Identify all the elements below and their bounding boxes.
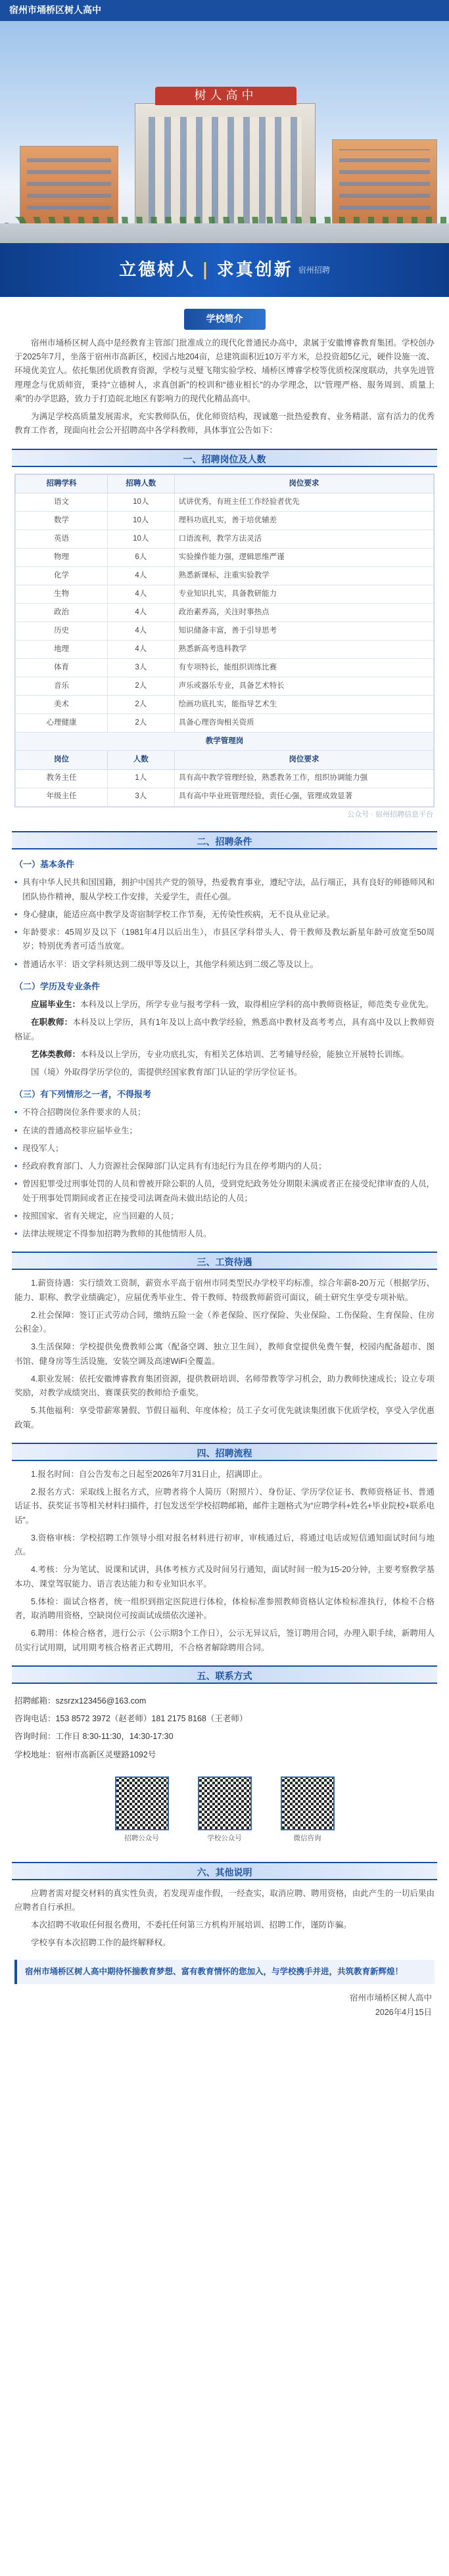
basic-conditions-title: （一）基本条件 — [14, 859, 75, 870]
page-title: 宿州市埇桥区树人高中 — [9, 5, 101, 16]
cell-count: 1人 — [107, 769, 174, 788]
list-item: 2.社会保障：签订正式劳动合同，缴纳五险一金（养老保险、医疗保险、失业保险、工伤保险、生育保险、住房公积金）。 — [14, 1310, 435, 1334]
cell-requirement: 具备心理咨询相关资质 — [174, 714, 433, 733]
list-item: 1.薪资待遇：实行绩效工资制，薪资水平高于宿州市同类型民办学校平均标准，综合年薪8-20万元（根据学历、能力、职称、教学业绩确定），应届优秀毕业生、骨干教师、特级教师薪资可面议，硕士研究生享受专项补贴。 — [14, 1278, 435, 1302]
section-4-title: 四、招聘流程 — [12, 1443, 437, 1461]
list-item: • 按照国家、省有关规定，应当回避的人员； — [14, 1209, 435, 1223]
cell-subject: 语文 — [16, 493, 108, 512]
cell-requirement: 政治素养高，关注时事热点 — [174, 604, 433, 622]
cell-subject: 美术 — [16, 696, 108, 714]
cell-requirement: 实验操作能力强，逻辑思维严谨 — [174, 549, 433, 567]
slogan-sub: 宿州招聘 — [298, 265, 330, 275]
signature-name: 宿州市埇桥区树人高中 — [349, 1993, 432, 2002]
cell-subject: 数学 — [16, 512, 108, 530]
table-row — [16, 549, 434, 567]
list-item: 3.生活保障：学校提供免费教师公寓（配备空调、独立卫生间），教师食堂提供免费午餐，校园内配备超市、图书馆、健身房等生活设施，安装空调及高速WiFi全覆盖。 — [14, 1342, 435, 1366]
cell-requirement: 试讲优秀，有班主任工作经验者优先 — [174, 493, 433, 512]
cell-subject: 生物 — [16, 585, 108, 604]
cell-count: 2人 — [107, 696, 174, 714]
cell-count: 2人 — [107, 677, 174, 696]
section-2-title: 二、招聘条件 — [12, 831, 437, 849]
intro-paragraph-1: 宿州市埇桥区树人高中是经教育主管部门批准成立的现代化普通民办高中，隶属于安徽博睿教育集团。学校创办于2025年7月，坐落于宿州市高新区，校园占地204亩，总建筑面积近10万平方米，总投资超5亿元，硬件设施一流、环境优美宜人。依托集团优质教育资源，学校与灵璧飞翔实验学校、埇桥区博睿学校等优质校深度联动，共享先进管理理念与优质师资，秉持“立德树人，求真创新”的校训和“德业相长”的办学理念，以“管理严格、服务周到、质量上乘”的办学思路，致力于打造皖北地区有影响力的现代化精品高中。 — [14, 338, 435, 403]
qr-code-icon — [115, 1776, 169, 1830]
other-note-3: 学校享有本次招聘工作的最终解释权。 — [31, 1938, 171, 1948]
contact-address: 学校地址：宿州市高新区灵璧路1092号 — [14, 1750, 156, 1759]
cell-requirement: 声乐或器乐专业，具备艺术特长 — [174, 677, 433, 696]
cell-count: 3人 — [107, 659, 174, 677]
cell-subject: 政治 — [16, 604, 108, 622]
list-item: • 不符合招聘岗位条件要求的人员； — [14, 1106, 435, 1119]
qr-code-1[interactable]: 招聘公众号 — [112, 1776, 172, 1845]
sub-col-header-requirement: 岗位要求 — [174, 751, 433, 770]
benefits-list — [0, 1277, 449, 1432]
education-title: （二）学历及专业条件 — [14, 981, 101, 991]
cell-role: 年级主任 — [16, 788, 108, 806]
cell-role: 教务主任 — [16, 769, 108, 788]
cell-count: 4人 — [107, 604, 174, 622]
education-role — [0, 1016, 449, 1044]
section-6-title: 六、其他说明 — [12, 1862, 437, 1880]
cell-requirement: 专业知识扎实，具备教研能力 — [174, 585, 433, 604]
table-row — [16, 512, 434, 530]
table-row — [16, 788, 434, 806]
intro-heading: 学校简介 — [0, 309, 449, 330]
foreign-degree-note: 国（境）外取得学历学位的，需提供经国家教育部门认证的学历学位证书。 — [31, 1068, 302, 1077]
top-title-bar — [0, 0, 449, 21]
cell-subject: 音乐 — [16, 677, 108, 696]
list-item: 5.其他福利：享受带薪寒暑假、节假日福利、年度体检；员工子女可优先就读集团旗下优质学校，享受入学优惠政策。 — [14, 1406, 435, 1430]
education-role — [0, 1048, 449, 1062]
positions-table — [14, 474, 435, 807]
list-item: • 具有中华人民共和国国籍，拥护中国共产党的领导，热爱教育事业，遵纪守法，品行端正，具有良好的师德师风和团队协作精神，服从学校工作安排，关爱学生，责任心强。 — [14, 876, 435, 904]
list-item: 5.体检：面试合格者，统一组织到指定医院进行体检，体检标准参照教师资格认定体检标准执行，体检不合格者，取消聘用资格，空缺岗位可按面试成绩依次递补。 — [14, 1596, 435, 1621]
table-row — [16, 493, 434, 512]
table-row — [16, 622, 434, 641]
exclusion-title: （三）有下列情形之一者，不得报考 — [14, 1089, 152, 1100]
other-note-1: 应聘者需对提交材料的真实性负责，若发现弄虚作假，一经查实，取消应聘、聘用资格，由此产生的一切后果由应聘者自行承担。 — [14, 1888, 435, 1912]
contact-phone[interactable]: 咨询电话：153 8572 3972（赵老师）181 2175 8168（王老师） — [14, 1714, 248, 1724]
list-item: • 身心健康，能适应高中教学及寄宿制学校工作节奏，无传染性疾病，无不良从业记录。 — [14, 908, 435, 922]
qr-code-icon — [281, 1776, 335, 1830]
education-roles — [0, 998, 449, 1062]
table-row — [16, 585, 434, 604]
cell-count: 4人 — [107, 641, 174, 659]
table-row — [16, 714, 434, 733]
cell-requirement: 知识储备丰富，善于引导思考 — [174, 622, 433, 641]
cell-count: 10人 — [107, 512, 174, 530]
process-list — [0, 1468, 449, 1655]
cell-requirement: 口语流利，教学方法灵活 — [174, 530, 433, 549]
cell-subject: 地理 — [16, 641, 108, 659]
role-text: 本科及以上学历，所学专业与报考学科一致，取得相应学科的高中教师资格证，师范类专业优先。 — [80, 1000, 434, 1010]
list-item: 2.报名方式：采取线上报名方式，应聘者将个人简历（附照片）、身份证、学历学位证书、教师资格证书、普通话证书、获奖证书等相关材料扫描件，打包发送至学校招聘邮箱，邮件主题格式为“应聘学科+姓名+毕业院校+联系电话”。 — [14, 1487, 435, 1525]
list-item: • 普通话水平：语文学科须达到二级甲等及以上，其他学科须达到二级乙等及以上。 — [14, 958, 435, 972]
cell-subject: 心理健康 — [16, 714, 108, 733]
cell-subject: 化学 — [16, 567, 108, 585]
section-1-title: 一、招聘岗位及人数 — [12, 449, 437, 467]
role-text: 本科及以上学历，具有1年及以上高中教学经验，熟悉高中教材及高考考点，具有高中及以上教师资格证。 — [14, 1018, 435, 1041]
sub-col-header-role: 岗位 — [16, 751, 108, 770]
campus-banner — [0, 21, 449, 297]
table-row — [16, 530, 434, 549]
section-5-title: 五、联系方式 — [12, 1665, 437, 1684]
building-sign: 树人高中 — [155, 87, 296, 105]
cell-subject: 英语 — [16, 530, 108, 549]
role-label: 应届毕业生： — [31, 1000, 81, 1010]
cell-count: 2人 — [107, 714, 174, 733]
role-label: 在职教师： — [31, 1018, 73, 1028]
list-item: 3.资格审核：学校招聘工作领导小组对报名材料进行初审，审核通过后，将通过电话或短信通知面试时间与地点。 — [14, 1533, 435, 1557]
list-item: • 年龄要求：45周岁及以下（1981年4月以后出生），市县区学科带头人、骨干教师及教坛新星年龄可放宽至50周岁；特别优秀者可适当放宽。 — [14, 926, 435, 954]
cell-requirement: 有专项特长，能组织训练比赛 — [174, 659, 433, 677]
exclusion-list — [0, 1106, 449, 1241]
list-item: • 在读的普通高校非应届毕业生； — [14, 1124, 435, 1138]
cell-requirement: 理科功底扎实，善于培优辅差 — [174, 512, 433, 530]
contact-hours: 咨询时间：工作日 8:30-11:30，14:30-17:30 — [14, 1732, 174, 1742]
contact-block — [0, 1690, 449, 1770]
signature-block — [0, 1984, 449, 2020]
table-row — [16, 641, 434, 659]
cell-requirement: 熟悉新高考选科教学 — [174, 641, 433, 659]
contact-email[interactable]: 招聘邮箱：szsrzx123456@163.com — [14, 1696, 147, 1706]
cell-count: 4人 — [107, 622, 174, 641]
qr-code-3[interactable]: 微信咨询 — [278, 1776, 337, 1845]
education-role — [0, 998, 449, 1012]
list-item: 4.考核：分为笔试、说课和试讲，具体考核方式及时间另行通知，面试时间一般为15-20分钟，主要考察教学基本功、课堂驾驭能力、语言表达能力和专业知识水平。 — [14, 1565, 435, 1589]
closing-callout: 宿州市埇桥区树人高中期待怀揣教育梦想、富有教育情怀的您加入，与学校携手并进，共筑教育新辉煌！ — [14, 1960, 435, 1984]
list-item: 1.报名时间：自公告发布之日起至2026年7月31日止，招满即止。 — [31, 1469, 268, 1479]
signature-date: 2026年4月15日 — [375, 2008, 432, 2018]
cell-requirement: 具有高中毕业班管理经验，责任心强，管理成效显著 — [174, 788, 433, 806]
table-row — [16, 604, 434, 622]
cell-subject: 历史 — [16, 622, 108, 641]
list-item: • 法律法规规定不得参加招聘为教师的其他情形人员。 — [14, 1227, 435, 1241]
slogan-left: 立德树人 — [119, 260, 196, 280]
table-row — [16, 769, 434, 788]
list-item: • 经政府教育部门、人力资源社会保障部门认定具有有违纪行为且在停考期内的人员； — [14, 1160, 435, 1173]
col-header-subject: 招聘学科 — [16, 474, 108, 493]
slogan-right: 求真创新 — [216, 260, 293, 280]
list-item: • 现役军人； — [14, 1142, 435, 1156]
right-building — [332, 139, 437, 225]
cell-requirement: 绘画功底扎实，能指导艺术生 — [174, 696, 433, 714]
cell-subject: 物理 — [16, 549, 108, 567]
list-item: • 曾因犯罪受过刑事处罚的人员和曾被开除公职的人员，受到党纪政务处分期限未满或者正在接受纪律审查的人员，处于刑事处罚期间或者正在接受司法调查尚未做出结论的人员； — [14, 1177, 435, 1206]
cell-count: 10人 — [107, 530, 174, 549]
intro-paragraph-2: 为满足学校高质量发展需求，充实教师队伍，优化师资结构，现诚邀一批热爱教育、业务精湛、富有活力的优秀教育工作者，现面向社会公开招聘高中各学科教师，具体事宜公告如下： — [14, 412, 435, 436]
sub-table-title: 教学管理岗 — [16, 733, 434, 751]
table-row — [16, 696, 434, 714]
role-text: 本科及以上学历，专业功底扎实，有相关艺体培训、艺考辅导经验，能独立开展特长训练。 — [80, 1049, 410, 1059]
col-header-count: 招聘人数 — [107, 474, 174, 493]
sub-col-header-count: 人数 — [107, 751, 174, 770]
section-3-title: 三、工资待遇 — [12, 1252, 437, 1270]
other-note-2: 本次招聘不收取任何报名费用，不委托任何第三方机构开展培训、招聘工作，谨防诈骗。 — [31, 1920, 352, 1930]
col-header-requirement: 岗位要求 — [174, 474, 433, 493]
table-row — [16, 677, 434, 696]
cell-count: 3人 — [107, 788, 174, 806]
qr-code-icon — [198, 1776, 252, 1830]
cell-count: 4人 — [107, 567, 174, 585]
cell-subject: 体育 — [16, 659, 108, 677]
cell-requirement: 具有高中教学管理经验，熟悉教务工作，组织协调能力强 — [174, 769, 433, 788]
list-item: 4.职业发展：依托安徽博睿教育集团资源，提供教研培训、名师带教等学习机会，助力教师快速成长；设立专项奖励，对教学成绩突出、赛课获奖的教师给予重奖。 — [14, 1374, 435, 1398]
qr-code-2[interactable]: 学校公众号 — [195, 1776, 254, 1845]
role-label: 艺体类教师： — [31, 1049, 81, 1059]
cell-count: 6人 — [107, 549, 174, 567]
qr-code-row — [0, 1770, 449, 1851]
slogan-separator: | — [202, 260, 210, 280]
cell-count: 4人 — [107, 585, 174, 604]
watermark: 公众号 · 宿州招聘信息平台 — [347, 810, 433, 819]
list-item: 6.聘用：体检合格者，进行公示（公示期3个工作日），公示无异议后，签订聘用合同，办理入职手续，新聘用人员实行试用期，试用期考核合格者正式聘用，不合格者解除聘用合同。 — [14, 1629, 435, 1652]
slogan-banner — [0, 243, 449, 297]
left-building — [20, 146, 118, 225]
main-building — [135, 89, 316, 225]
cell-requirement: 熟悉新课标，注重实验教学 — [174, 567, 433, 585]
basic-conditions-list — [0, 876, 449, 972]
cell-count: 10人 — [107, 493, 174, 512]
table-row — [16, 567, 434, 585]
table-row — [16, 659, 434, 677]
